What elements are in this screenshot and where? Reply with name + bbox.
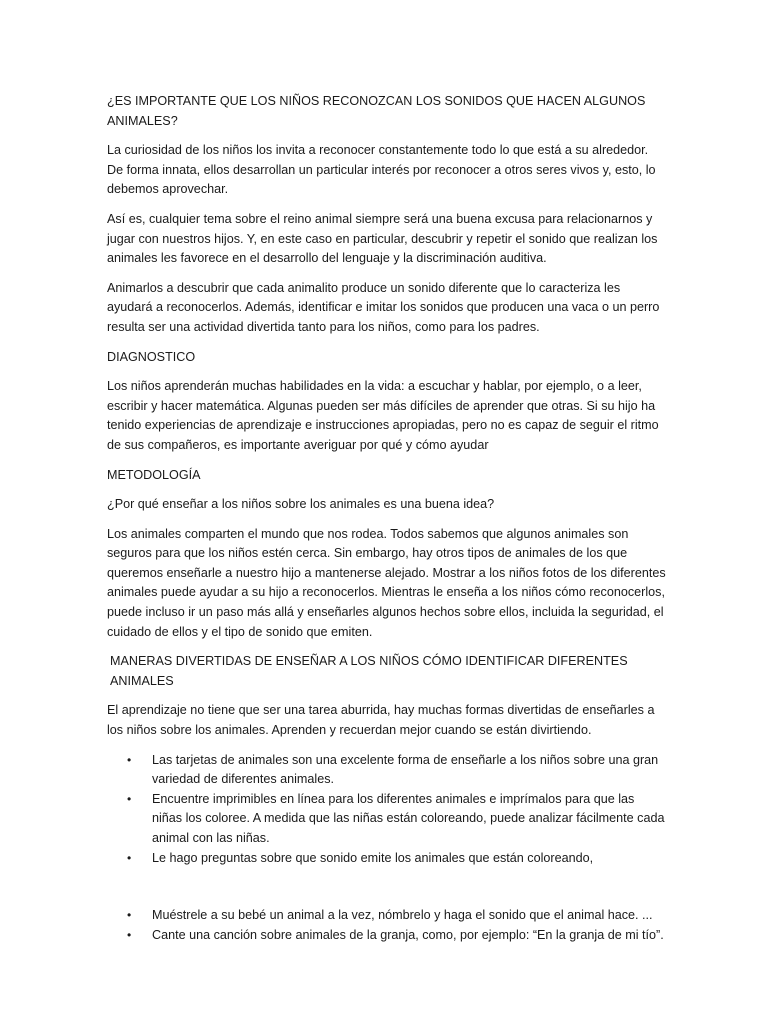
bullet-icon: • (127, 752, 132, 767)
list-item-text: Muéstrele a su bebé un animal a la vez, nómbrelo y haga el sonido que el animal hace. ... (152, 908, 653, 923)
intro-paragraph-1: La curiosidad de los niños los invita a reconocer constantemente todo lo que está a su alrededor. De forma innata, ellos desarrollan un particular interés por reconocer a otros seres vivos y, esto, lo debemos aprovechar. (107, 143, 656, 197)
blank-spacer (107, 868, 667, 906)
list-item (107, 926, 667, 946)
diagnostico-paragraph: Los niños aprenderán muchas habilidades en la vida: a escuchar y hablar, por ejemplo, o a leer, escribir y hacer matemática. Algunas pueden ser más difíciles de aprender que otras. Si su hijo ha tenido experiencias de aprendizaje e instrucciones apropiadas, pero no es capaz de seguir el ritmo de sus compañeros, es importante averiguar por qué y cómo ayudar (107, 379, 659, 452)
intro-paragraph-3: Animarlos a descubrir que cada animalito produce un sonido diferente que lo caracteriza les ayudará a reconocerlos. Además, identificar e imitar los sonidos que producen una vaca o un perro resulta ser una actividad divertida tanto para los niños, como para los padres. (107, 280, 660, 334)
bullet-list-b (107, 906, 667, 945)
list-item (107, 849, 667, 869)
diagnostico-heading: DIAGNOSTICO (107, 349, 196, 364)
bullet-icon: • (127, 927, 132, 942)
document-title: ¿ES IMPORTANTE QUE LOS NIÑOS RECONOZCAN LOS SONIDOS QUE HACEN ALGUNOS ANIMALES? (107, 94, 646, 128)
list-item-text: Encuentre imprimibles en línea para los diferentes animales e imprímalos para que las niñas los coloree. A medida que las niñas están coloreando, puede analizar fácilmente cada animal con las niñas. (152, 791, 665, 845)
metodologia-question: ¿Por qué enseñar a los niños sobre los animales es una buena idea? (107, 497, 495, 512)
bullet-icon: • (127, 791, 132, 806)
list-item-text: Le hago preguntas sobre que sonido emite los animales que están coloreando, (152, 850, 594, 865)
list-item-text: Cante una canción sobre animales de la granja, como, por ejemplo: “En la granja de mi tío”. (152, 927, 664, 942)
metodologia-paragraph: Los animales comparten el mundo que nos rodea. Todos sabemos que algunos animales son seguros para que los niños estén cerca. Sin embargo, hay otros tipos de animales de los que queremos enseñarle a nuestro hijo a mantenerse alejado. Mostrar a los niños fotos de los diferentes animales puede ayudar a su hijo a reconocerlos. Mientras le enseña a los niños cómo reconocerlos, puede incluso ir un paso más allá y enseñarles algunos hechos sobre ellos, incluida la seguridad, el cuidado de ellos y el tipo de sonido que emiten. (107, 526, 666, 639)
intro-paragraph-2: Así es, cualquier tema sobre el reino animal siempre será una buena excusa para relacionarnos y jugar con nuestros hijos. Y, en este caso en particular, descubrir y repetir el sonido que realizan los animales les favorece en el desarrollo del lenguaje y la discriminación auditiva. (107, 211, 658, 266)
metodologia-heading: METODOLOGÍA (107, 467, 201, 482)
list-item (107, 906, 667, 926)
bullet-list-a (107, 751, 667, 869)
list-item-text: Las tarjetas de animales son una excelente forma de enseñarle a los niños sobre una gran variedad de diferentes animales. (152, 752, 659, 787)
bullet-icon: • (127, 908, 132, 923)
maneras-heading: MANERAS DIVERTIDAS DE ENSEÑAR A LOS NIÑOS CÓMO IDENTIFICAR DIFERENTES ANIMALES (110, 654, 628, 688)
list-item (107, 790, 667, 849)
list-item (107, 751, 667, 790)
document-page (107, 92, 667, 945)
bullet-icon: • (127, 850, 132, 865)
maneras-paragraph: El aprendizaje no tiene que ser una tarea aburrida, hay muchas formas divertidas de enseñarles a los niños sobre los animales. Aprenden y recuerdan mejor cuando se están divirtiendo. (107, 703, 655, 738)
